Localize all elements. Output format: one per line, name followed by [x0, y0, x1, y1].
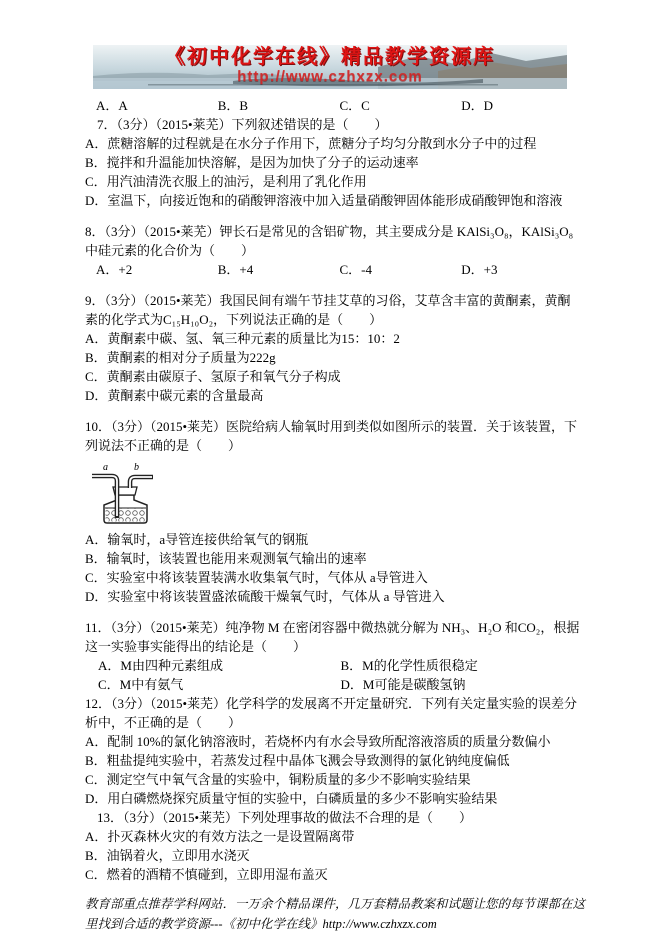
question-13-stem: 13．（3分）（2015•莱芜）下列处理事故的做法不合理的是（ ） — [97, 810, 473, 825]
question-10-option-a: A．输氧时，a导管连接供给氧气的钢瓶 — [85, 532, 309, 547]
exam-content — [85, 96, 583, 884]
question-9-option-a: A．黄酮素中碳、氢、氧三种元素的质量比为15：10：2 — [85, 331, 400, 346]
question-12-option-c: C．测定空气中氧气含量的实验中，铜粉质量的多少不影响实验结果 — [85, 772, 471, 787]
question-8-option-b: B．+4 — [217, 262, 254, 277]
question-8-stem: 8．（3分）（2015•莱芜）钾长石是常见的含铝矿物，其主要成分是 KAlSi₃O₈，KAlSi₃O₈中硅元素的化合价为（ ） — [85, 224, 574, 258]
tube-b-label: b — [134, 462, 139, 473]
question-12-option-b: B．粗盐提纯实验中，若蒸发过程中晶体飞溅会导致测得的氯化钠纯度偏低 — [85, 753, 510, 768]
question-10-option-b: B．输氧时，该装置也能用来观测氧气输出的速率 — [85, 551, 367, 566]
question-13-option-a: A．扑灭森林火灾的有效方法之一是设置隔离带 — [85, 829, 355, 844]
question-7-option-a: A．蔗糖溶解的过程就是在水分子作用下，蔗糖分子均匀分散到水分子中的过程 — [85, 136, 537, 151]
tube-a-label: a — [103, 462, 108, 473]
question-11-option-a: A．M由四种元素组成 — [98, 658, 223, 673]
question-9-option-d: D．黄酮素中碳元素的含量最高 — [85, 388, 264, 403]
question-10 — [85, 417, 583, 606]
question-12-stem: 12．（3分）（2015•莱芜）化学科学的发展离不开定量研究．下列有关定量实验的误差分析中，不正确的是（ ） — [85, 696, 578, 730]
question-11-option-c: C．M中有氨气 — [98, 677, 184, 692]
question-6-options-row — [85, 96, 583, 115]
question-10-option-d: D．实验室中将该装置盛浓硫酸干燥氧气时，气体从 a 导管进入 — [85, 589, 445, 604]
gas-washing-bottle-figure — [90, 461, 583, 529]
question-7-option-c: C．用汽油清洗衣服上的油污，是利用了乳化作用 — [85, 174, 367, 189]
question-13-option-b: B．油锅着火，立即用水浇灭 — [85, 848, 250, 863]
question-6-option-c: C．C — [339, 98, 370, 113]
question-8 — [85, 222, 583, 279]
question-10-option-c: C．实验室中将该装置装满水收集氧气时，气体从 a导管进入 — [85, 570, 428, 585]
question-9-option-b: B．黄酮素的相对分子质量为222g — [85, 350, 276, 365]
question-13 — [85, 808, 583, 884]
question-6-option-a: A．A — [96, 98, 128, 113]
question-9-stem: 9．（3分）（2015•莱芜）我国民间有端午节挂艾草的习俗，艾草含丰富的黄酮素，黄酮素的化学式为C₁₅H₁₀O₂，下列说法正确的是（ ） — [85, 293, 571, 327]
question-12-option-a: A．配制 10%的氯化钠溶液时，若烧杯内有水会导致所配溶液溶质的质量分数偏小 — [85, 734, 551, 749]
footer-text: 教育部重点推荐学科网站．一万余个精品课件，几万套精品教案和试题让您的每节课都在这里找到合适的教学资源---《初中化学在线》http://www.czhxzx.com — [85, 897, 586, 931]
question-13-option-c: C．燃着的酒精不慎碰到，立即用湿布盖灭 — [85, 867, 328, 882]
question-7-option-d: D．室温下，向接近饱和的硝酸钾溶液中加入适量硝酸钾固体能形成硝酸钾饱和溶液 — [85, 193, 563, 208]
gas-washing-bottle-diagram — [90, 461, 162, 525]
question-11 — [85, 618, 583, 694]
question-12-option-d: D．用白磷燃烧探究质量守恒的实验中，白磷质量的多少不影响实验结果 — [85, 791, 498, 806]
footer-promo — [85, 894, 585, 934]
question-9-option-c: C．黄酮素由碳原子、氢原子和氧气分子构成 — [85, 369, 341, 384]
question-8-option-c: C．-4 — [339, 262, 373, 277]
question-7 — [85, 115, 583, 210]
banner-url-link[interactable]: http://www.czhxzx.com — [237, 68, 423, 85]
question-11-option-d: D．M可能是碳酸氢钠 — [340, 677, 466, 692]
question-9 — [85, 291, 583, 405]
question-12 — [85, 694, 583, 808]
question-11-stem: 11．（3分）（2015•莱芜）纯净物 M 在密闭容器中微热就分解为 NH₃、H₂O 和CO₂，根据这一实验事实能得出的结论是（ ） — [85, 620, 580, 654]
question-8-option-a: A．+2 — [96, 262, 133, 277]
banner-title: 《初中化学在线》精品教学资源库 — [165, 46, 495, 68]
question-7-option-b: B．搅拌和升温能加快溶解，是因为加快了分子的运动速率 — [85, 155, 419, 170]
site-banner — [93, 45, 567, 89]
question-11-option-b: B．M的化学性质很稳定 — [340, 658, 478, 673]
question-6-option-b: B．B — [217, 98, 249, 113]
question-10-stem: 10．（3分）（2015•莱芜）医院给病人输氧时用到类似如图所示的装置．关于该装置，下列说法不正确的是（ ） — [85, 419, 578, 453]
question-7-stem: 7．（3分）（2015•莱芜）下列叙述错误的是（ ） — [97, 117, 388, 132]
question-11-options-grid — [85, 656, 583, 694]
question-8-options-row — [85, 260, 583, 279]
question-6-option-d: D．D — [461, 98, 494, 113]
question-8-option-d: D．+3 — [461, 262, 498, 277]
